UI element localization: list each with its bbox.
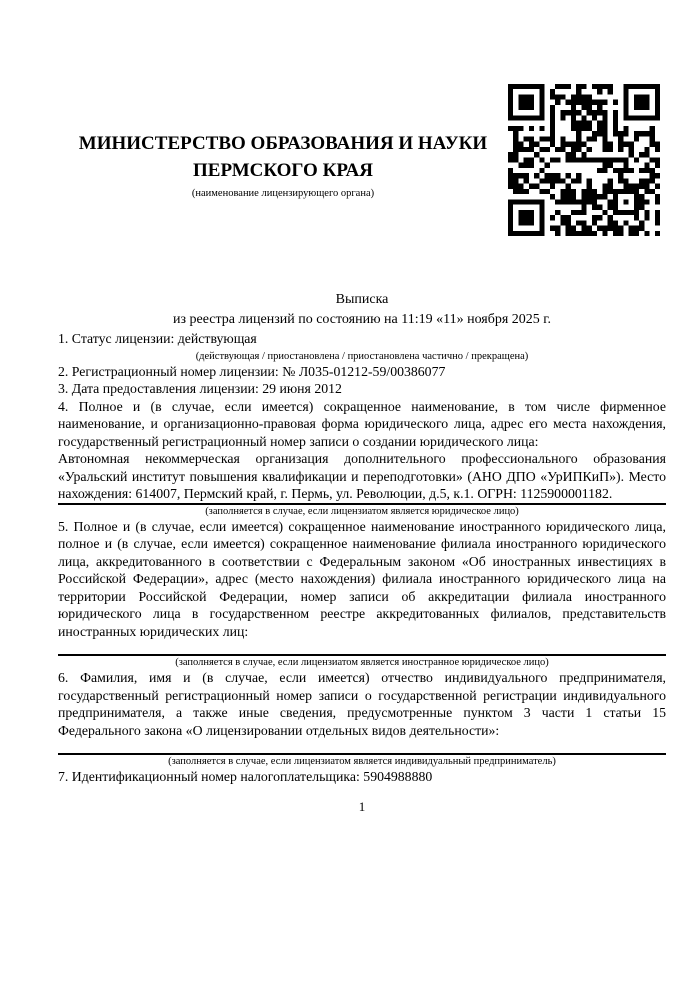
entrepreneur-note: (заполняется в случае, если лицензиатом является индивидуальный предприниматель) (168, 756, 556, 767)
document-header (58, 0, 666, 236)
document-title-line2: из реестра лицензий по состоянию на 11:19 «11» ноября 2025 г. (173, 312, 551, 327)
license-status-text: 1. Статус лицензии: действующая (58, 331, 257, 346)
document-body (58, 330, 666, 786)
item-4-legal-entity (58, 398, 666, 518)
legal-entity-note: (заполняется в случае, если лицензиатом является юридическое лицо) (205, 505, 519, 517)
license-status-note: (действующая / приостановлена / приостановлена частично / прекращена) (195, 350, 529, 362)
registration-number-text: 2. Регистрационный номер лицензии: № Л035-01212-59/00386077 (58, 363, 446, 379)
taxpayer-number-text: 7. Идентификационный номер налогоплательщика: 5904988880 (58, 769, 433, 784)
foreign-entity-question: 5. Полное и (в случае, если имеется) сокращенное наименование иностранного юридического лица, полное и (в случае, если имеется) сокращенное наименование филиала иностранного юридического лица, аккредитованного в соответствии с Федеральным законом «Об иностранных инвестициях в Российской Федерации», адрес (место нахождения) филиала иностранного юридического лица на территории Российской Федерации, номер записи об аккредитации филиала иностранного юридического лица в государственном реестре аккредитованных филиалов, представительств иностранных юридических лиц: (58, 518, 666, 639)
licensing-authority (58, 84, 508, 201)
foreign-entity-note: (заполняется в случае, если лицензиатом является иностранное юридическое лицо) (175, 657, 549, 668)
qr-code (508, 84, 660, 236)
legal-entity-question: 4. Полное и (в случае, если имеется) сокращенное наименование, в том числе фирменное наименование, и организационно-правовая форма юридического лица, адрес его места нахождения, государственный регистрационный номер записи о создании юридического лица: (58, 398, 666, 449)
legal-entity-answer: Автономная некоммерческая организация дополнительного профессионального образования «Уральский институт повышения квалификации и переподготовки» (АНО ДПО «УрИПКиП»). Место нахождения: 614007, Пермский край, г. Пермь, ул. Революции, д.5, к.1. ОГРН: 1125900001182. (58, 451, 666, 501)
item-1-license-status (58, 330, 666, 363)
document-title (58, 290, 666, 330)
item-3-license-date (58, 380, 666, 398)
item-2-registration-number (58, 363, 666, 381)
ministry-caption: (наименование лицензирующего органа) (191, 188, 375, 199)
item-6-individual-entrepreneur (58, 669, 666, 768)
ministry-name-line1: МИНИСТЕРСТВО ОБРАЗОВАНИЯ И НАУКИ (78, 133, 488, 154)
ministry-name-line2: ПЕРМСКОГО КРАЯ (193, 160, 373, 181)
item-5-foreign-entity (58, 518, 666, 670)
item-7-taxpayer-number (58, 768, 666, 786)
entrepreneur-question: 6. Фамилия, имя и (в случае, если имеется) отчество индивидуального предпринимателя, государственный регистрационный номер записи о государственной регистрации индивидуального предпринимателя, а также иные сведения, предусмотренные пунктом 3 части 1 статьи 15 Федерального закона «О лицензировании отдельных видов деятельности»: (58, 670, 666, 738)
page-number: 1 (358, 798, 366, 814)
license-date-text: 3. Дата предоставления лицензии: 29 июня 2012 (58, 381, 342, 396)
document-title-line1: Выписка (335, 292, 389, 307)
